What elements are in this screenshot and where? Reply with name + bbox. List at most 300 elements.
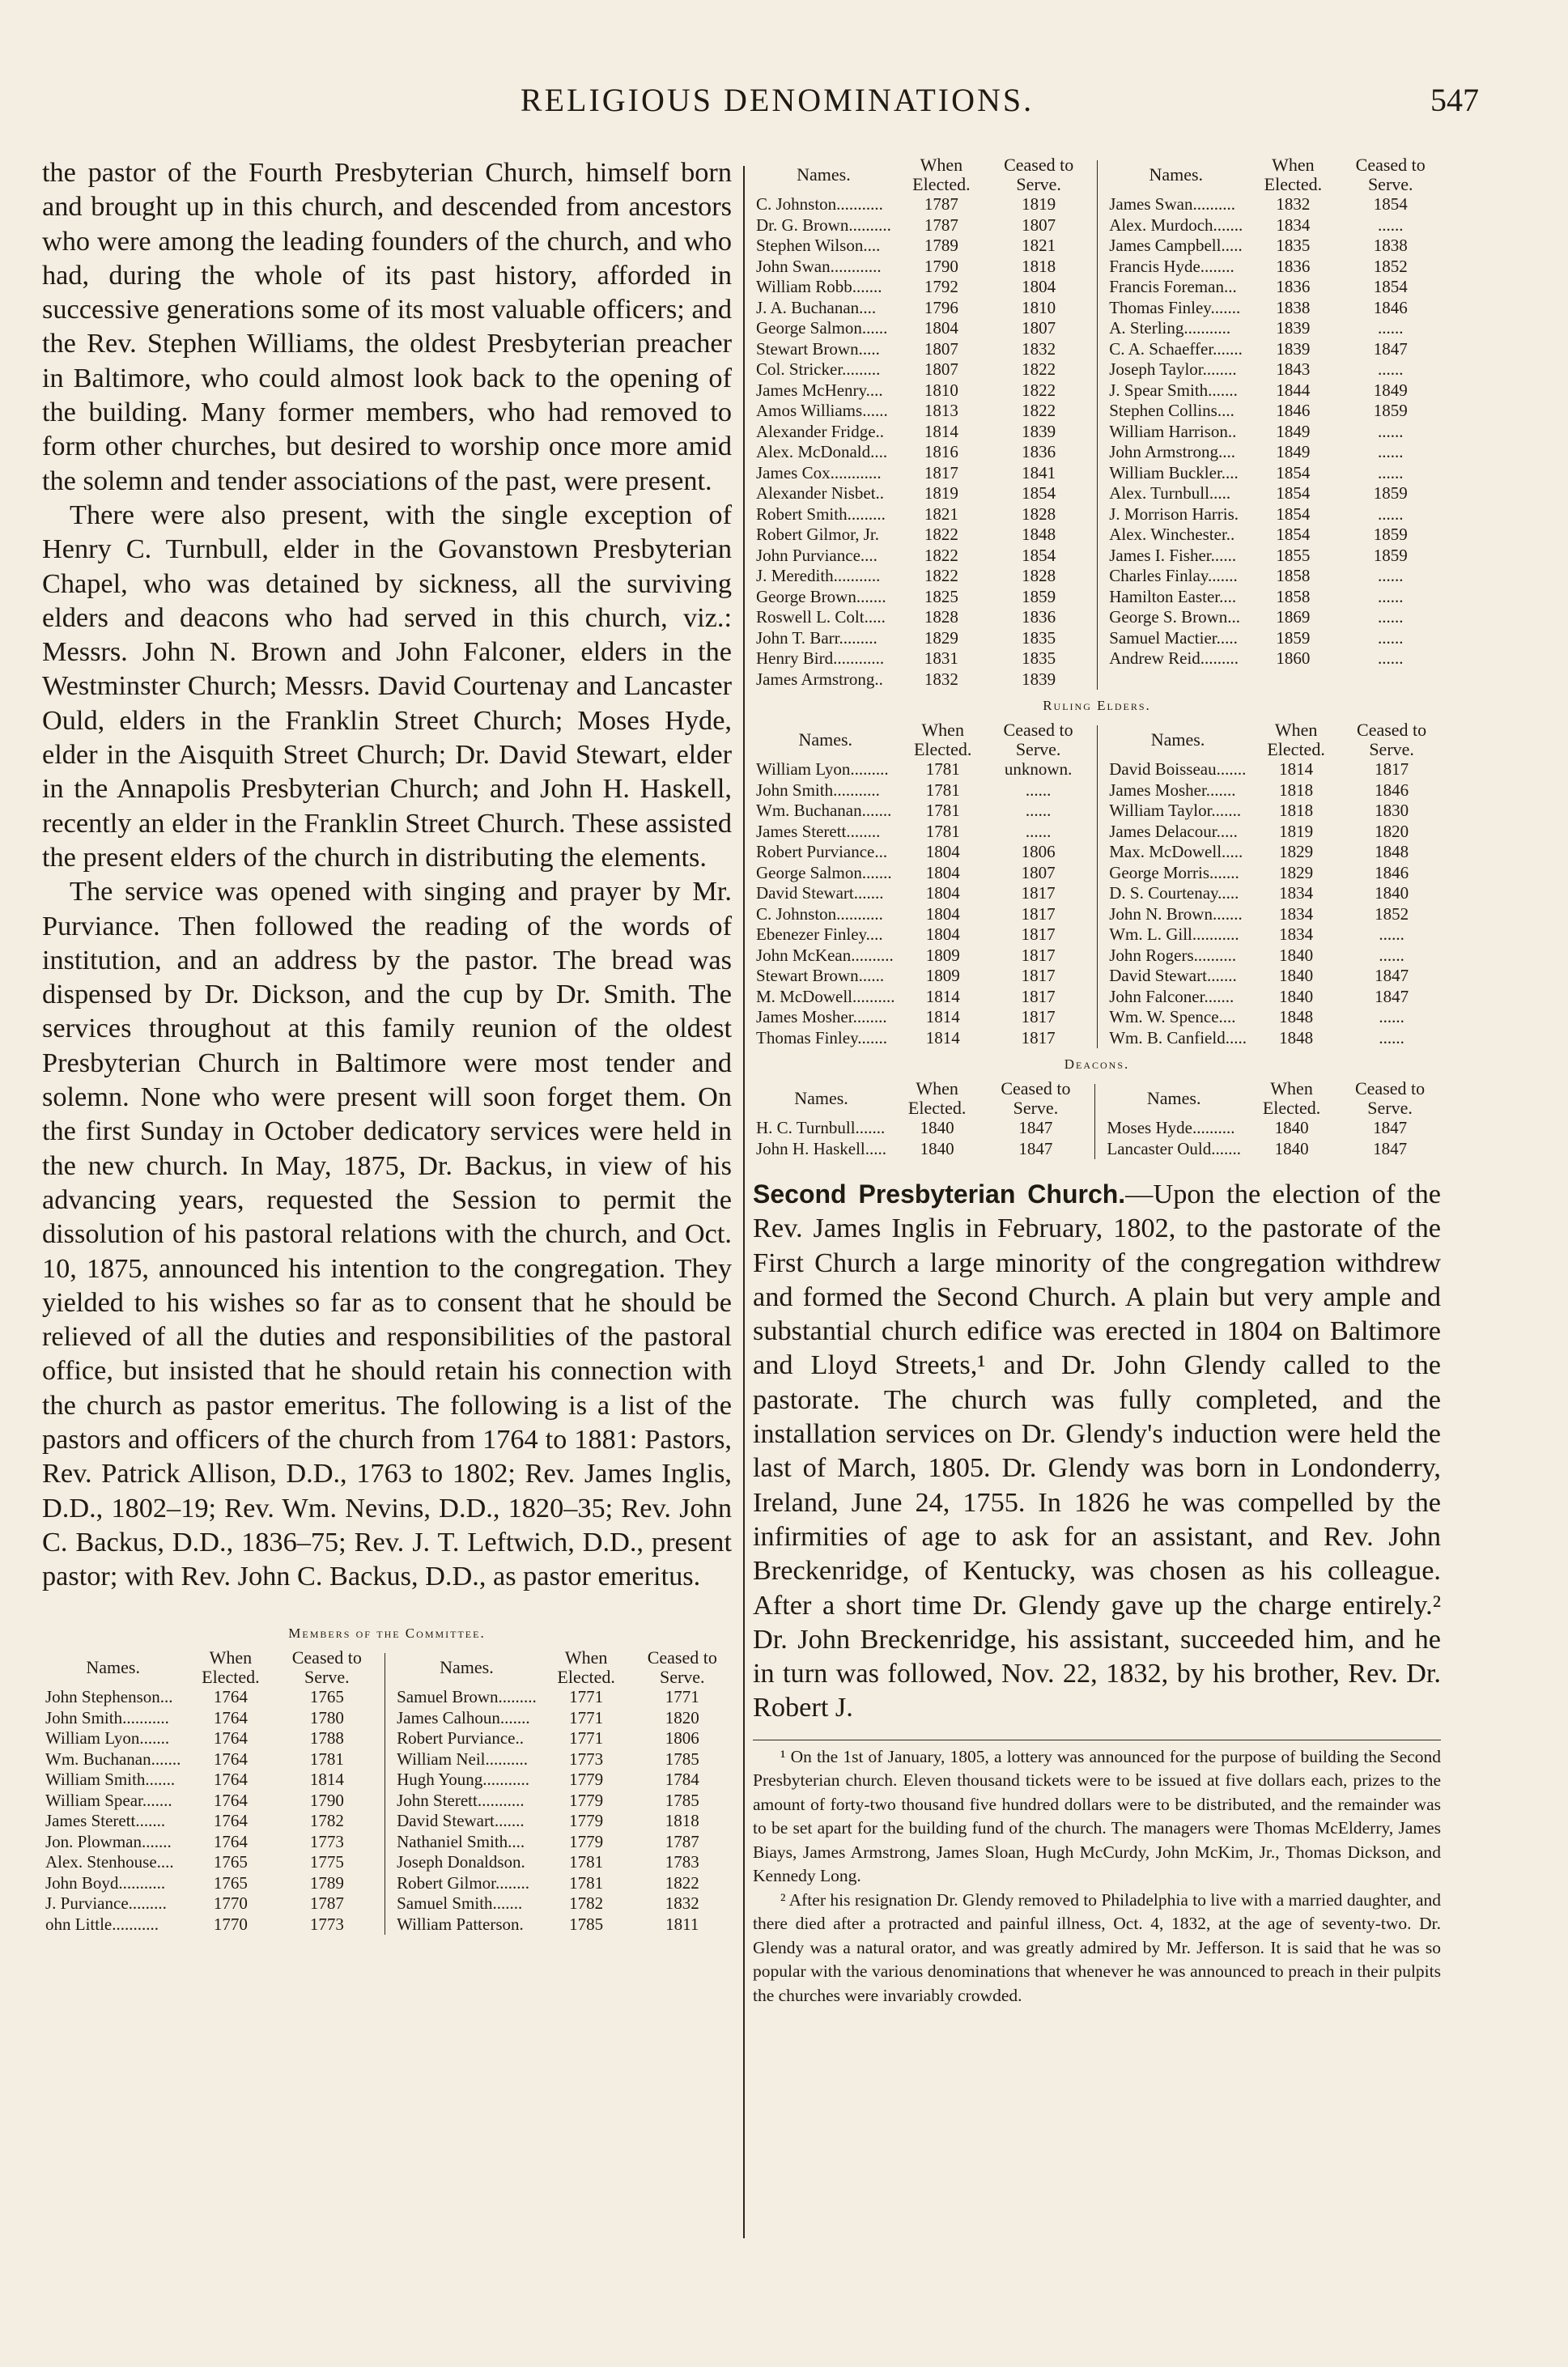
name-cell: Ebenezer Finley.... [756, 924, 883, 944]
ceased-cell: 1781 [309, 1749, 344, 1769]
name-cell: Andrew Reid......... [1109, 648, 1239, 668]
name-cell: David Stewart....... [756, 883, 884, 903]
ceased-cell: 1787 [665, 1831, 699, 1851]
name-cell: Thomas Finley....... [756, 1027, 887, 1048]
name-cell: Robert Purviance... [756, 842, 888, 861]
elected-cell: 1854 [1276, 504, 1311, 524]
ceased-cell: 1765 [309, 1687, 344, 1707]
elected-cell: 1804 [925, 924, 960, 944]
table-row [42, 1832, 376, 1853]
elected-cell: 1854 [1276, 462, 1311, 482]
table-row [1106, 483, 1441, 504]
elected-cell: 1787 [924, 194, 958, 214]
table-row [42, 1687, 376, 1708]
ceased-cell: 1836 [1022, 607, 1056, 627]
elected-cell: 1807 [924, 338, 958, 359]
ceased-cell: 1828 [1022, 566, 1056, 585]
left-column [42, 155, 732, 1935]
table-row [753, 1139, 1086, 1160]
col-names: Names. [794, 1088, 848, 1108]
ceased-cell: 1771 [665, 1687, 699, 1707]
table-row [753, 298, 1089, 319]
elected-cell: 1822 [924, 545, 958, 565]
ceased-cell: 1847 [1375, 986, 1409, 1006]
elected-cell: 1840 [1274, 1118, 1309, 1137]
ceased-cell: 1810 [1022, 297, 1056, 317]
ceased-cell: 1785 [665, 1749, 699, 1769]
table-row [753, 669, 1089, 691]
col-ceased: Ceased to Serve. [1357, 720, 1427, 759]
name-cell: Samuel Brown......... [397, 1687, 537, 1707]
name-cell: Lancaster Ould....... [1107, 1138, 1241, 1158]
elected-cell: 1840 [920, 1118, 954, 1137]
name-cell: Col. Stricker......... [756, 359, 881, 379]
elected-cell: 1832 [1276, 194, 1311, 214]
name-cell: George S. Brown... [1109, 607, 1240, 627]
table-row [42, 1749, 376, 1770]
name-cell: D. S. Courtenay..... [1109, 883, 1239, 903]
ceased-cell: 1847 [1373, 1118, 1408, 1137]
table-row [753, 194, 1089, 215]
committee-table-a [42, 1648, 376, 1935]
col-ceased: Ceased to Serve. [291, 1647, 362, 1688]
name-cell: John Stephenson... [45, 1687, 173, 1707]
ceased-cell: 1847 [1018, 1118, 1053, 1137]
table-row [753, 359, 1089, 380]
table-row [1106, 422, 1441, 443]
table-row [1106, 759, 1441, 780]
ceased-cell: 1819 [1022, 194, 1056, 214]
elected-cell: 1838 [1276, 297, 1311, 317]
table-row [393, 1811, 732, 1832]
name-cell: Wm. W. Spence.... [1109, 1007, 1236, 1026]
table-row [42, 1728, 376, 1749]
elected-cell: 1840 [920, 1138, 954, 1158]
elders-table-a [753, 720, 1089, 1048]
elected-cell: 1764 [213, 1749, 248, 1769]
name-cell: Alex. Turnbull..... [1109, 483, 1231, 503]
table-row [1106, 607, 1441, 628]
table-row [753, 215, 1089, 236]
name-cell: James I. Fisher...... [1109, 545, 1237, 565]
ceased-cell: 1822 [1022, 359, 1056, 379]
ceased-cell: 1859 [1373, 525, 1408, 544]
ceased-cell: 1835 [1022, 648, 1056, 668]
ceased-cell: 1807 [1021, 862, 1056, 882]
ceased-cell: 1817 [1021, 1027, 1056, 1048]
table-row [753, 607, 1089, 628]
table-row [1106, 587, 1441, 608]
table-row [753, 442, 1089, 463]
ceased-cell: 1780 [309, 1707, 344, 1727]
name-cell: Wm. Buchanan....... [45, 1749, 181, 1769]
elected-cell: 1819 [924, 483, 958, 503]
name-cell: Wm. B. Canfield..... [1109, 1027, 1247, 1048]
name-cell: James Calhoun....... [397, 1707, 530, 1727]
name-cell: Dr. G. Brown.......... [756, 215, 891, 235]
table-row [753, 566, 1089, 587]
table-row [1106, 215, 1441, 236]
table-row [1106, 842, 1441, 863]
ceased-cell: ...... [1025, 780, 1052, 800]
name-cell: Stephen Wilson.... [756, 236, 881, 255]
ceased-cell: 1817 [1021, 1007, 1056, 1026]
ceased-cell: ...... [1377, 215, 1404, 235]
ruling-elders-heading: Ruling Elders. [1043, 698, 1151, 713]
name-cell: John Armstrong.... [1109, 442, 1235, 461]
elected-cell: 1859 [1276, 627, 1311, 648]
table-row [1106, 546, 1441, 567]
name-cell: Hamilton Easter.... [1109, 586, 1237, 606]
table-row [1106, 566, 1441, 587]
table-row [1106, 904, 1441, 925]
elected-cell: 1764 [213, 1770, 248, 1790]
col-elected: When Elected. [913, 720, 972, 759]
ceased-cell: 1847 [1373, 1138, 1408, 1158]
ceased-cell: ...... [1379, 1007, 1404, 1026]
table-row [1106, 946, 1441, 967]
name-cell: John Smith........... [756, 780, 880, 800]
ceased-cell: 1788 [309, 1728, 344, 1749]
table-row [753, 525, 1089, 546]
elected-cell: 1848 [1279, 1027, 1314, 1048]
name-cell: A. Sterling........... [1109, 318, 1231, 338]
table-row [753, 628, 1089, 649]
table-row [1106, 1028, 1441, 1049]
committee-cont-table-a [753, 155, 1089, 690]
elected-cell: 1764 [213, 1811, 248, 1831]
name-cell: C. Johnston........... [756, 194, 883, 214]
elected-cell: 1771 [569, 1687, 604, 1707]
ceased-cell: ...... [1379, 924, 1404, 944]
elected-cell: 1813 [924, 401, 958, 420]
ceased-cell: ...... [1377, 627, 1404, 648]
ceased-cell: ...... [1377, 566, 1404, 585]
elected-cell: 1860 [1276, 648, 1311, 668]
ceased-cell: 1817 [1021, 966, 1056, 985]
ceased-cell: 1830 [1375, 801, 1409, 820]
ceased-cell: 1838 [1373, 236, 1408, 255]
table-row [393, 1749, 732, 1770]
elected-cell: 1764 [213, 1790, 248, 1810]
name-cell: H. C. Turnbull....... [756, 1118, 886, 1137]
name-cell: James Sterett........ [756, 821, 881, 841]
table-row [753, 904, 1089, 925]
col-ceased: Ceased to Serve. [1003, 720, 1073, 759]
footnote: ² After his resignation Dr. Glendy removed to Philadelphia to live with a married daughter, and there died after a protracted and painful illness, Oct. 4, 1832, at the age of seventy-two. Dr. Glendy was a natural orator, and was greatly admired by Mr. Jefferson. It is said that he was so popular with the various denominations that whenever he was announced to preach in their pulpits the churches were invariably crowded. [753, 1889, 1441, 2005]
deacons-table-a [753, 1079, 1086, 1159]
elected-cell: 1796 [924, 297, 958, 317]
name-cell: Alex. Murdoch....... [1109, 215, 1243, 235]
right-column [753, 155, 1441, 2008]
elected-cell: 1781 [569, 1852, 604, 1872]
committee-cont-table-b [1106, 155, 1441, 669]
name-cell: C. A. Schaeffer....... [1109, 338, 1243, 359]
elected-cell: 1781 [569, 1872, 604, 1893]
name-cell: James Campbell..... [1109, 236, 1243, 255]
elected-cell: 1855 [1276, 545, 1311, 565]
table-divider [1094, 1084, 1095, 1159]
table-row [753, 1028, 1089, 1049]
ceased-cell: 1785 [665, 1790, 699, 1810]
table-row [1106, 1007, 1441, 1028]
col-elected: When Elected. [1267, 720, 1325, 759]
elected-cell: 1773 [569, 1749, 604, 1769]
table-row [393, 1832, 732, 1853]
elected-cell: 1779 [569, 1790, 604, 1810]
ceased-cell: unknown. [1004, 759, 1073, 779]
ceased-cell: 1822 [1022, 380, 1056, 400]
table-row [393, 1708, 732, 1729]
col-names: Names. [1146, 1088, 1201, 1108]
ceased-cell: 1818 [1022, 256, 1056, 276]
name-cell: William Neil.......... [397, 1749, 528, 1769]
elected-cell: 1781 [925, 821, 960, 841]
page-number: 547 [1430, 82, 1479, 118]
elected-cell: 1825 [924, 586, 958, 606]
elected-cell: 1814 [925, 1007, 960, 1026]
elected-cell: 1844 [1276, 380, 1311, 400]
ceased-cell: 1835 [1022, 627, 1056, 648]
table-row [42, 1852, 376, 1873]
table-row [1106, 401, 1441, 422]
elected-cell: 1779 [569, 1831, 604, 1851]
ceased-cell: ...... [1377, 607, 1404, 627]
elected-cell: 1840 [1279, 966, 1314, 985]
ceased-cell: 1784 [665, 1770, 699, 1790]
name-cell: John Sterett........... [397, 1790, 525, 1810]
name-cell: James Delacour..... [1109, 821, 1238, 841]
table-row [393, 1914, 732, 1936]
name-cell: Henry Bird............ [756, 648, 885, 668]
name-cell: Joseph Donaldson. [397, 1852, 525, 1872]
table-row [753, 946, 1089, 967]
table-row [753, 801, 1089, 822]
elected-cell: 1764 [213, 1831, 248, 1851]
name-cell: William Patterson. [397, 1914, 524, 1934]
name-cell: Joseph Taylor........ [1109, 359, 1237, 379]
table-row [393, 1852, 732, 1873]
table-row [753, 504, 1089, 525]
name-cell: James Mosher........ [756, 1007, 887, 1026]
ceased-cell: 1817 [1021, 883, 1056, 903]
elected-cell: 1832 [924, 669, 958, 689]
ceased-cell: 1806 [665, 1728, 699, 1749]
name-cell: James Swan.......... [1109, 194, 1235, 214]
elected-cell: 1849 [1276, 421, 1311, 441]
elected-cell: 1829 [1279, 862, 1314, 882]
name-cell: Hugh Young........... [397, 1770, 530, 1790]
paragraph: The service was opened with singing and prayer by Mr. Purviance. Then followed the reading of the words of institution, and an address by the pastor. The bread was dispensed by Dr. Dickson, and the cup by Dr. Smith. The services throughout at this family reunion of the oldest Presbyterian Church in Baltimore were most tender and solemn. None who were present will soon forget them. On the first Sunday in October dedicatory services were held in the new church. In May, 1875, Dr. Backus, in view of his advancing years, requested the Session to permit the dissolution of his pastoral relations with the church, and Oct. 10, 1875, announced his intention to the congregation. They yielded to his wishes so far as to consent that he should be relieved of all the duties and responsibilities of the pastoral office, but insisted that he should retain his connection with the church as pastor emeritus. The following is a list of the pastors and officers of the church from 1764 to 1881: Pastors, Rev. Patrick Allison, D.D., 1763 to 1802; Rev. James Inglis, D.D., 1802–19; Rev. Wm. Nevins, D.D., 1820–35; Rev. John C. Backus, D.D., 1836–75; Rev. J. T. Leftwich, D.D., present pastor; with Rev. John C. Backus, D.D., as pastor emeritus. [42, 876, 732, 1592]
table-row [753, 966, 1089, 987]
elected-cell: 1765 [213, 1872, 248, 1893]
name-cell: James Sterett....... [45, 1811, 166, 1831]
deacons-tables [753, 1079, 1441, 1159]
name-cell: Robert Gilmor, Jr. [756, 525, 879, 544]
table-row [1106, 380, 1441, 402]
table-divider [1097, 725, 1098, 1048]
ceased-cell: 1789 [309, 1872, 344, 1893]
name-cell: J. Spear Smith....... [1109, 380, 1238, 400]
col-names: Names. [797, 164, 851, 185]
elected-cell: 1771 [569, 1728, 604, 1749]
table-row [1106, 339, 1441, 360]
ceased-cell: 1832 [1022, 338, 1056, 359]
name-cell: John Smith........... [45, 1707, 169, 1727]
name-cell: William Lyon......... [756, 759, 889, 779]
name-cell: John McKean.......... [756, 945, 894, 965]
running-title: RELIGIOUS DENOMINATIONS. [520, 82, 1035, 118]
name-cell: J. Meredith........... [756, 566, 881, 585]
col-ceased: Ceased to Serve. [1354, 1078, 1426, 1118]
ceased-cell: 1817 [1021, 924, 1056, 944]
table-row [1106, 277, 1441, 298]
table-row [42, 1708, 376, 1729]
footnote: ¹ On the 1st of January, 1805, a lottery was announced for the purpose of building the Second Presbyterian church. Eleven thousand tickets were to be issued at five dollars each, prizes to the amount of forty-two thousand five hundred dollars were to be distributed, and the remainder was to be set apart for the building fund of the church. The managers were Thomas McElderry, James Biays, James Armstrong, James Sloan, Hugh McCurdy, John McKim, Jr., Thomas Dickson, and Kennedy Long. [753, 1746, 1441, 1886]
name-cell: George Morris....... [1109, 862, 1239, 882]
table-row [42, 1770, 376, 1791]
elected-cell: 1787 [924, 215, 958, 235]
name-cell: David Stewart....... [397, 1811, 525, 1831]
name-cell: William Smith....... [45, 1770, 176, 1790]
ceased-cell: ...... [1379, 945, 1404, 965]
table-row [1106, 463, 1441, 484]
ceased-cell: 1847 [1373, 338, 1408, 359]
ceased-cell: ...... [1025, 821, 1052, 841]
name-cell: John Purviance.... [756, 545, 877, 565]
ceased-cell: ...... [1377, 586, 1404, 606]
page-header [0, 81, 1568, 130]
col-names: Names. [1150, 729, 1205, 750]
name-cell: John N. Brown....... [1109, 903, 1243, 924]
name-cell: James Armstrong.. [756, 669, 883, 689]
elected-cell: 1771 [569, 1707, 604, 1727]
table-row [1106, 236, 1441, 257]
table-row [753, 759, 1089, 780]
table-row [753, 483, 1089, 504]
col-elected: When Elected. [1262, 1078, 1321, 1118]
elected-cell: 1840 [1279, 945, 1314, 965]
elected-cell: 1869 [1276, 607, 1311, 627]
elected-cell: 1821 [924, 504, 958, 524]
name-cell: Amos Williams...... [756, 401, 888, 420]
table-row [753, 780, 1089, 801]
paragraph: the pastor of the Fourth Presbyterian Church, himself born and brought up in this church, and descended from ancestors who were among the leading founders of the church, and who had, during the whole of its past history, afforded in successive generations some of its most valuable officers; and the Rev. Stephen Williams, the oldest Presbyterian preacher in Baltimore, who could almost look back to the opening of the building. Many former members, who had removed to form other churches, but desired to worship once more amid the solemn and tender associations of the past, were present. [42, 157, 732, 496]
ceased-cell: 1817 [1021, 945, 1056, 965]
ceased-cell: 1807 [1022, 215, 1056, 235]
elected-cell: 1781 [925, 801, 960, 820]
name-cell: Nathaniel Smith.... [397, 1831, 525, 1851]
elected-cell: 1834 [1279, 924, 1314, 944]
elected-cell: 1809 [925, 966, 960, 985]
table-row [1106, 442, 1441, 463]
ceased-cell: 1839 [1022, 669, 1056, 689]
name-cell: Stewart Brown..... [756, 338, 880, 359]
table-row [753, 401, 1089, 422]
elected-cell: 1781 [925, 780, 960, 800]
elected-cell: 1789 [924, 236, 958, 255]
elected-cell: 1781 [925, 759, 960, 779]
elected-cell: 1804 [925, 903, 960, 924]
ceased-cell: 1847 [1375, 966, 1409, 985]
name-cell: John T. Barr......... [756, 627, 877, 648]
table-divider [1097, 160, 1098, 690]
ceased-cell: ...... [1377, 504, 1404, 524]
table-row [1106, 987, 1441, 1008]
elected-cell: 1814 [925, 1027, 960, 1048]
column-divider [743, 166, 745, 2238]
ceased-cell: ...... [1377, 359, 1404, 379]
table-row [753, 236, 1089, 257]
elected-cell: 1834 [1279, 903, 1314, 924]
table-row [1106, 801, 1441, 822]
name-cell: Samuel Mactier..... [1109, 627, 1238, 648]
elected-cell: 1814 [925, 986, 960, 1006]
name-cell: George Salmon...... [756, 318, 888, 338]
table-row [753, 463, 1089, 484]
name-cell: Francis Foreman... [1109, 277, 1237, 296]
ceased-cell: ...... [1377, 462, 1404, 482]
elected-cell: 1858 [1276, 566, 1311, 585]
elected-cell: 1849 [1276, 442, 1311, 461]
table-row [753, 422, 1089, 443]
table-row [753, 1007, 1089, 1028]
table-row [1106, 822, 1441, 843]
ceased-cell: 1839 [1022, 421, 1056, 441]
ceased-cell: 1806 [1021, 842, 1056, 861]
elected-cell: 1843 [1276, 359, 1311, 379]
elected-cell: 1829 [1279, 842, 1314, 861]
second-church-section [753, 1177, 1441, 1725]
second-church-text: —Upon the election of the Rev. James Inglis in February, 1802, to the pastorate of the First Church a large minority of the congregation withdrew and formed the Second Church. A plain but very ample and substantial church edifice was erected in 1804 on Baltimore and Lloyd Streets,¹ and Dr. John Glendy called to the pastorate. The church was fully completed, and the installation services on Dr. Glendy's induction were held the last of March, 1805. Dr. Glendy was born in Londonderry, Ireland, June 24, 1755. In 1826 he was compelled by the infirmities of age to ask for an assistant, and Rev. John Breckenridge, of Kentucky, was chosen as his colleague. After a short time Dr. Glendy gave up the charge entirely.² Dr. John Breckenridge, his assistant, succeeded him, and he in turn was followed, Nov. 22, 1832, by his brother, Rev. Dr. Robert J. [753, 1179, 1441, 1723]
elected-cell: 1828 [924, 607, 958, 627]
table-row [1106, 504, 1441, 525]
elected-cell: 1810 [924, 380, 958, 400]
ceased-cell: 1848 [1022, 525, 1056, 544]
table-row [1106, 298, 1441, 319]
table-row [753, 863, 1089, 884]
elected-cell: 1790 [924, 256, 958, 276]
ceased-cell: 1773 [309, 1914, 344, 1934]
ceased-cell: 1848 [1375, 842, 1409, 861]
col-elected: When Elected. [202, 1647, 260, 1688]
ceased-cell: 1807 [1022, 318, 1056, 338]
name-cell: William Lyon....... [45, 1728, 170, 1749]
elected-cell: 1814 [1279, 759, 1314, 779]
ceased-cell: ...... [1379, 1027, 1404, 1048]
ceased-cell: 1821 [1022, 236, 1056, 255]
elected-cell: 1829 [924, 627, 958, 648]
ceased-cell: 1859 [1373, 545, 1408, 565]
table-row [753, 987, 1089, 1008]
name-cell: John Swan............ [756, 256, 882, 276]
ceased-cell: 1854 [1022, 545, 1056, 565]
name-cell: J. Morrison Harris. [1109, 504, 1239, 524]
name-cell: William Harrison.. [1109, 421, 1237, 441]
elected-cell: 1817 [924, 462, 958, 482]
name-cell: Stewart Brown...... [756, 966, 885, 985]
table-row [753, 587, 1089, 608]
name-cell: Jon. Plowman....... [45, 1831, 172, 1851]
name-cell: Stephen Collins.... [1109, 401, 1234, 420]
name-cell: William Spear....... [45, 1790, 172, 1810]
elected-cell: 1809 [925, 945, 960, 965]
committee-table-b [393, 1648, 732, 1935]
elected-cell: 1822 [924, 525, 958, 544]
elected-cell: 1854 [1276, 525, 1311, 544]
name-cell: J. Purviance......... [45, 1893, 167, 1914]
name-cell: James Mosher....... [1109, 780, 1236, 800]
